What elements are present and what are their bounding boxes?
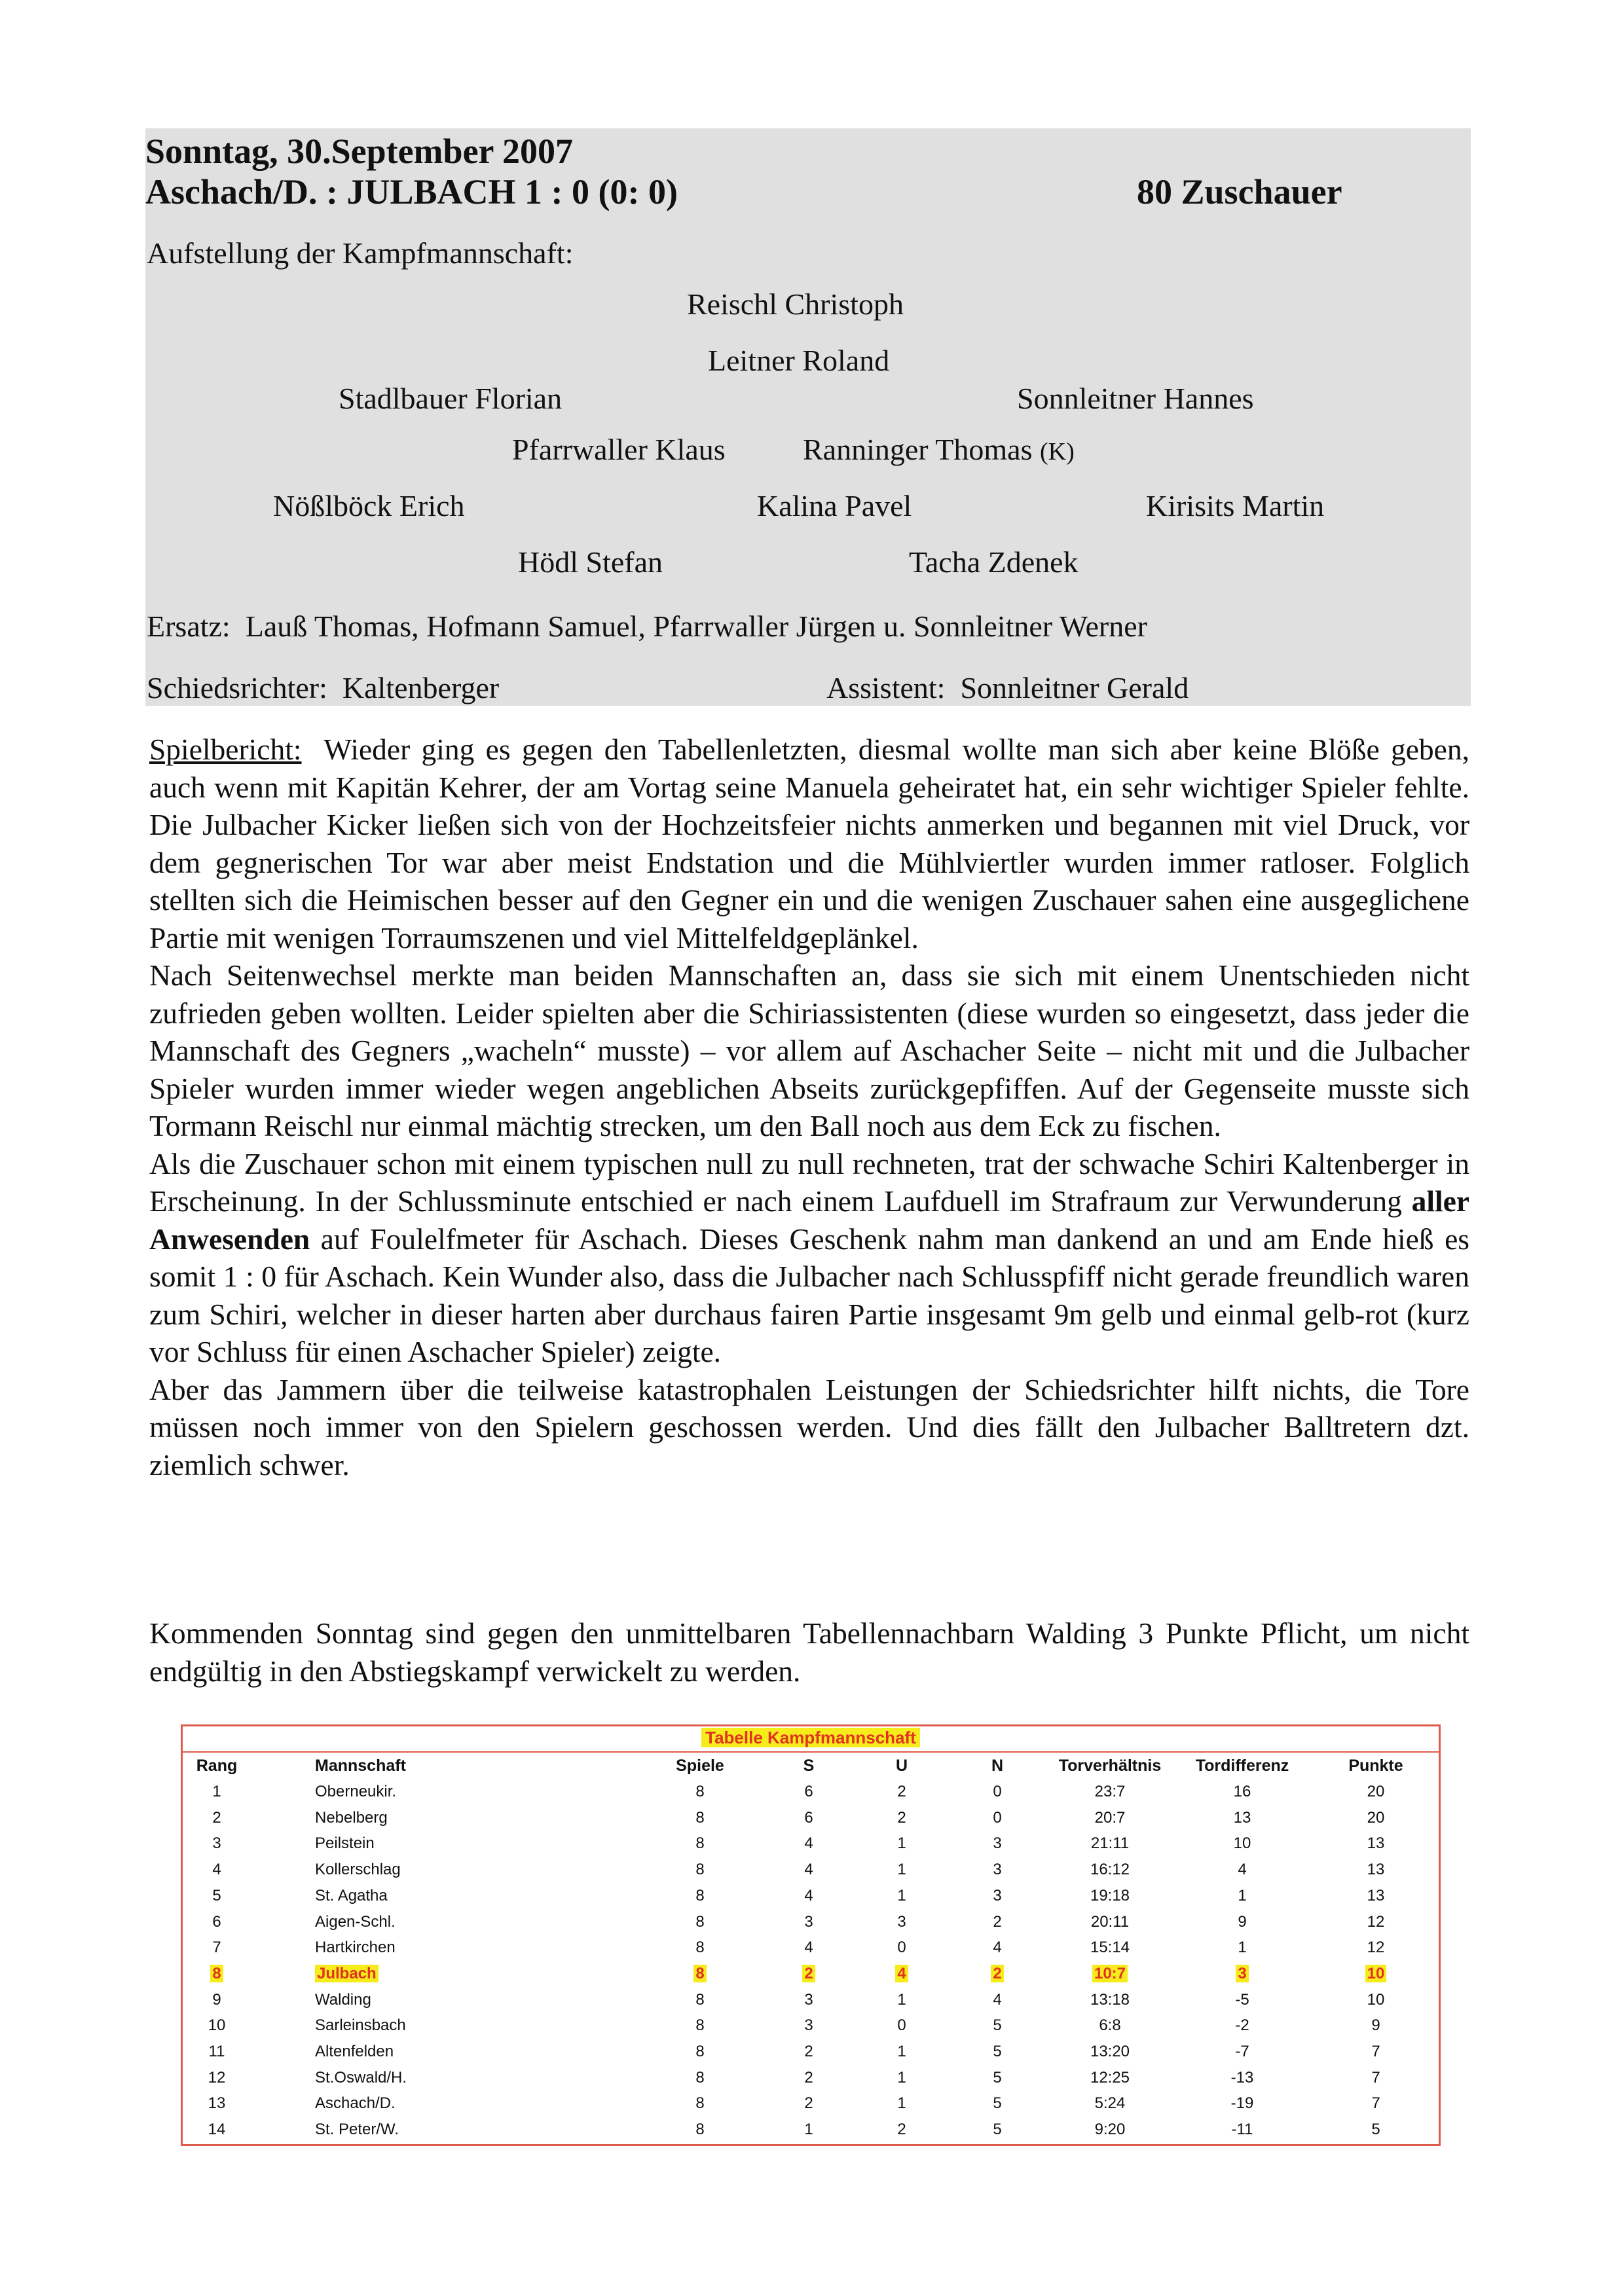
cell-losses: 5 [993,2121,1002,2139]
cell-losses: 5 [993,2016,1002,2035]
cell-draws: 2 [897,1808,906,1827]
cell-team: Walding [315,1990,371,2009]
cell-wins: 2 [804,2094,813,2113]
report-paragraph-5: Kommenden Sonntag sind gegen den unmittelbaren Tabellennachbarn Walding 3 Punkte Pflicht, um nicht endgültig in den Abstiegskampf verwickelt zu werden. [149,1616,1469,1688]
cell-losses: 5 [993,2094,1002,2113]
cell-points: 13 [1367,1886,1385,1904]
cell-draws: 1 [897,1861,906,1879]
report-paragraph-2: Nach Seitenwechsel merkte man beiden Mannschaften an, dass sie sich mit einem Unentschieden nicht zufrieden geben wollten. Leider spielten aber die Schiriassistenten (diese wurden so eingesetzt, dass jeder die Mannschaft des Gegners „wacheln“ musste) – vor allem auf Aschacher Seite – nicht mit und die Julbacher Spieler wurden immer wieder wegen angeblichen Abseits zurückgepfiffen. Auf der Gegenseite musste sich Tormann Reischl nur einmal mächtig strecken, um den Ball noch aus dem Eck zu fischen. [149,958,1469,1142]
table-row [183,2121,1439,2147]
cell-goal-diff: 1 [1238,1939,1247,1957]
substitutes-line [147,609,1147,644]
cell-team: Julbach [315,1965,378,1983]
cell-goal-diff: 9 [1238,1912,1247,1931]
cell-team: Aschach/D. [315,2094,396,2113]
substitutes-names: Lauß Thomas, Hofmann Samuel, Pfarrwaller Jürgen u. Sonnleitner Werner [245,610,1147,643]
cell-losses: 3 [993,1886,1002,1904]
match-report [149,731,1469,1484]
cell-goal-diff: 16 [1233,1783,1251,1800]
cell-goal-diff: 13 [1233,1808,1251,1827]
cell-rank: 6 [212,1912,221,1931]
cell-points: 7 [1371,2094,1380,2113]
header-points: Punkte [1348,1757,1403,1775]
cell-goal-diff: -13 [1230,2068,1254,2086]
cell-team: Sarleinsbach [315,2016,406,2035]
table-row [183,2016,1439,2043]
cell-rank: 5 [212,1886,221,1904]
cell-games: 8 [695,1834,705,1853]
report-text-3a: Als die Zuschauer schon mit einem typischen null zu null rechneten, trat der schwache Schiri Kaltenberger in Erscheinung. In der Schlussminute entschied er nach einem Laufduell im Strafraum zur Verwunderung [149,1146,1469,1218]
cell-losses: 4 [993,1939,1002,1957]
cell-draws: 1 [897,1834,906,1853]
cell-games: 8 [695,1990,705,2009]
cell-rank: 1 [212,1783,221,1800]
player-name: Ranninger Thomas [803,433,1033,466]
cell-games: 8 [695,1783,705,1800]
report-heading: Spielbericht: [149,733,302,766]
cell-wins: 6 [804,1783,813,1800]
table-row [183,1887,1439,1913]
cell-losses: 3 [993,1861,1002,1879]
table-row [183,1991,1439,2017]
table-row [183,2043,1439,2069]
cell-goal-diff: -11 [1231,2121,1253,2139]
player-striker-right: Tacha Zdenek [909,545,1079,579]
cell-games: 8 [695,2094,705,2113]
player-midfield-left: Pfarrwaller Klaus [512,433,726,466]
cell-draws: 2 [897,1783,906,1800]
cell-wins: 3 [804,1990,813,2009]
report-emphasis: aller Anwesenden [149,1184,1469,1256]
player-right-wing: Kirisits Martin [1146,489,1325,522]
report-paragraph-3 [149,1145,1469,1371]
cell-rank: 9 [212,1990,221,2009]
cell-rank: 8 [138,1965,295,1983]
cell-rank: 4 [212,1861,221,1879]
header-games: Spiele [676,1757,724,1775]
cell-losses: 2 [919,1965,1076,1983]
cell-wins: 6 [804,1808,813,1827]
cell-rank: 2 [212,1808,221,1827]
cell-rank: 7 [212,1939,221,1957]
cell-draws: 0 [897,1939,906,1957]
header-rank: Rang [196,1757,238,1775]
referee-label: Schiedsrichter: [147,671,327,704]
cell-draws: 2 [897,2121,906,2139]
match-result: Aschach/D. : JULBACH 1 : 0 (0: 0) [145,172,678,211]
captain-marker: (K) [1039,438,1075,465]
table-row [183,1861,1439,1887]
table-row [183,1783,1439,1809]
cell-team: Kollerschlag [315,1861,401,1879]
cell-team: St.Oswald/H. [315,2068,407,2086]
table-title-text: Tabelle Kampfmannschaft [701,1728,920,1747]
spectator-count: 80 Zuschauer [1137,172,1342,211]
cell-wins: 3 [804,1912,813,1931]
cell-points: 12 [1367,1939,1385,1957]
cell-goals: 12:25 [1090,2068,1130,2086]
cell-wins: 1 [804,2121,813,2139]
cell-goals: 15:14 [1090,1939,1130,1957]
header-draws: U [895,1757,908,1775]
player-striker-left: Hödl Stefan [518,545,663,579]
cell-rank: 3 [212,1834,221,1853]
table-row [183,1809,1439,1835]
player-right-back: Sonnleitner Hannes [1017,382,1254,415]
cell-goals: 16:12 [1090,1861,1130,1879]
cell-draws: 0 [897,2016,906,2035]
cell-wins: 4 [804,1861,813,1879]
cell-goal-diff: 1 [1238,1886,1247,1904]
cell-points: 13 [1367,1834,1385,1853]
cell-losses: 2 [993,1912,1002,1931]
cell-points: 9 [1371,2016,1380,2035]
header-wins: S [803,1757,815,1775]
cell-goals: 5:24 [1094,2094,1126,2113]
substitutes-label: Ersatz: [147,610,231,643]
cell-goal-diff: -7 [1235,2043,1249,2060]
cell-draws: 1 [897,2094,906,2113]
player-left-back: Stadlbauer Florian [339,382,563,415]
cell-games: 8 [695,1886,705,1904]
cell-rank: 12 [208,2068,226,2086]
cell-draws: 1 [897,2068,906,2086]
header-goals: Torverhältnis [1058,1757,1162,1775]
cell-points: 5 [1371,2121,1380,2139]
player-goalkeeper: Reischl Christoph [687,287,904,321]
cell-goal-diff: 3 [1164,1965,1321,1983]
lineup-label: Aufstellung der Kampfmannschaft: [147,236,574,270]
cell-games: 8 [695,1912,705,1931]
cell-draws: 1 [897,1886,906,1904]
cell-wins: 3 [804,2016,813,2035]
cell-goals: 13:18 [1090,1990,1130,2009]
report-text-3b: auf Foulelfmeter für Aschach. Dieses Geschenk nahm man dankend an und am Ende hieß es somit 1 : 0 für Aschach. Kein Wunder also, dass die Julbacher nach Schlusspfiff nicht gerade freundlich waren zum Schiri, welcher in dieser harten aber durchaus fairen Partie insgesamt 9m gelb und einmal gelb-rot (kurz vor Schluss für einen Aschacher Spieler) zeigte. [149,1222,1469,1368]
cell-points: 12 [1367,1912,1385,1931]
league-table [181,1724,1441,2146]
cell-games: 8 [621,1965,779,1983]
table-row [183,1913,1439,1939]
cell-wins: 4 [804,1886,813,1904]
cell-rank: 10 [208,2016,226,2035]
cell-games: 8 [695,1861,705,1879]
table-divider [183,1751,1439,1753]
cell-goal-diff: 4 [1238,1861,1247,1879]
player-midfield-right [803,432,1075,467]
cell-games: 8 [695,2068,705,2086]
cell-games: 8 [695,2016,705,2035]
report-text-1: Wieder ging es gegen den Tabellenletzten, diesmal wollte man sich aber keine Blöße geben, auch wenn mit Kapitän Kehrer, der am Vortag seine Manuela geheiratet hat, ein sehr wichtiger Spieler fehlte. Die Julbacher Kicker ließen sich von der Hochzeitsfeier nichts anmerken und begannen mit viel Druck, vor dem gegnerischen Tor war aber meist Endstation und die Mühlviertler wurden immer ratloser. Folglich stellten sich die Heimischen besser auf den Gegner ein und die wenigen Zuschauer sahen eine ausgeglichene Partie mit wenigen Torraumszenen und viel Mittelfeldgeplänkel. [149,733,1469,955]
cell-team: St. Agatha [315,1886,388,1904]
cell-losses: 5 [993,2043,1002,2060]
header-losses: N [991,1757,1004,1775]
cell-games: 8 [695,1939,705,1957]
cell-rank: 13 [208,2094,226,2113]
table-row [183,1939,1439,1965]
cell-team: St. Peter/W. [315,2121,399,2139]
cell-goals: 23:7 [1094,1783,1126,1800]
cell-points: 20 [1367,1783,1385,1800]
cell-team: Nebelberg [315,1808,388,1827]
match-date: Sonntag, 30.September 2007 [145,132,574,171]
cell-losses: 4 [993,1990,1002,2009]
cell-goals: 13:20 [1090,2043,1130,2060]
cell-rank: 14 [208,2121,226,2139]
assistant-line [826,670,1189,705]
cell-games: 8 [695,2121,705,2139]
cell-goals: 10:7 [1031,1965,1189,1983]
cell-points: 13 [1367,1861,1385,1879]
table-title [183,1728,1439,1748]
cell-points: 10 [1367,1990,1385,2009]
cell-team: Altenfelden [315,2043,394,2060]
table-row [183,1834,1439,1861]
cell-team: Oberneukir. [315,1783,397,1800]
header-goal-diff: Tordifferenz [1195,1757,1289,1775]
assistant-name: Sonnleitner Gerald [960,671,1189,704]
cell-goal-diff: -2 [1235,2016,1249,2035]
cell-points: 7 [1371,2068,1380,2086]
cell-points: 20 [1367,1808,1385,1827]
cell-games: 8 [695,2043,705,2060]
cell-wins: 2 [804,2043,813,2060]
assistant-label: Assistent: [826,671,946,704]
cell-goals: 6:8 [1099,2016,1121,2035]
cell-draws: 3 [897,1912,906,1931]
report-paragraph-4: Aber das Jammern über die teilweise katastrophalen Leistungen der Schiedsrichter hilft nichts, die Tore müssen noch immer von den Spielern geschossen werden. Und dies fällt den Julbacher Balltretern dzt. ziemlich schwer. [149,1372,1469,1482]
cell-losses: 5 [993,2068,1002,2086]
table-row [183,2069,1439,2095]
cell-goal-diff: -19 [1230,2094,1254,2113]
cell-team: Aigen-Schl. [315,1912,396,1931]
cell-draws: 4 [823,1965,980,1983]
cell-draws: 1 [897,1990,906,2009]
referee-line [147,670,499,705]
cell-points: 10 [1297,1965,1454,1983]
player-center: Kalina Pavel [757,489,912,522]
cell-losses: 3 [993,1834,1002,1853]
cell-wins: 2 [730,1965,887,1983]
cell-goals: 20:11 [1090,1912,1130,1931]
cell-team: Peilstein [315,1834,375,1853]
table-row [183,1965,1439,1991]
cell-team: Hartkirchen [315,1939,396,1957]
cell-points: 7 [1371,2043,1380,2060]
cell-goals: 19:18 [1090,1886,1130,1904]
referee-name: Kaltenberger [342,671,500,704]
cell-goals: 9:20 [1094,2121,1126,2139]
cell-draws: 1 [897,2043,906,2060]
cell-losses: 0 [993,1808,1002,1827]
cell-wins: 4 [804,1834,813,1853]
cell-rank: 11 [208,2043,225,2060]
player-libero: Leitner Roland [708,344,890,377]
cell-wins: 4 [804,1939,813,1957]
cell-losses: 0 [993,1783,1002,1800]
header-team: Mannschaft [315,1757,406,1775]
player-left-wing: Nößlböck Erich [273,489,465,522]
cell-wins: 2 [804,2068,813,2086]
cell-goal-diff: 10 [1233,1834,1251,1853]
report-paragraph-1 [149,731,1469,957]
table-row [183,2094,1439,2121]
cell-goals: 21:11 [1090,1834,1130,1853]
report-outlook [149,1614,1469,1690]
cell-goal-diff: -5 [1235,1990,1249,2009]
cell-games: 8 [695,1808,705,1827]
cell-goals: 20:7 [1094,1808,1126,1827]
